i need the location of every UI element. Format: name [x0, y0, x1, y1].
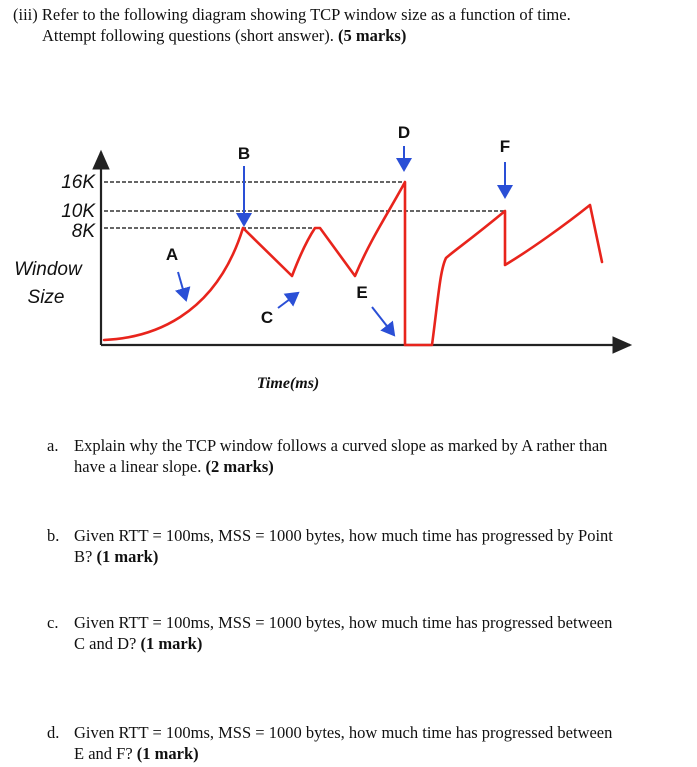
- point-label-f: F: [499, 137, 511, 156]
- y-axis-label-line-2: Size: [27, 287, 65, 308]
- subquestion-d-line-2: [47, 743, 667, 764]
- subquestion-c: [47, 612, 667, 654]
- subquestion-a-line-2: [47, 456, 667, 477]
- subquestion-d: [47, 722, 667, 764]
- subquestion-b-line-2: [47, 546, 667, 567]
- tick-label-10k: 10K: [61, 201, 95, 222]
- arrow-c-icon: [278, 293, 298, 308]
- subquestion-c-label: c.: [47, 613, 59, 632]
- point-label-a: A: [165, 245, 179, 264]
- tick-label-16k: 16K: [61, 172, 95, 193]
- subquestion-a-marks: (2 marks): [205, 457, 274, 476]
- tick-label-8k: 8K: [71, 221, 95, 242]
- question-line-1: (iii) Refer to the following diagram showing TCP window size as a function of time.: [13, 5, 571, 24]
- subquestion-d-label: d.: [47, 723, 60, 742]
- point-label-c: C: [260, 308, 274, 327]
- subquestion-c-line-2: [47, 633, 667, 654]
- point-label-d: D: [397, 123, 411, 142]
- point-label-b: B: [237, 144, 251, 163]
- subquestion-a-label: a.: [47, 436, 59, 455]
- subquestion-d-line-1: Given RTT = 100ms, MSS = 1000 bytes, how much time has progressed between: [74, 723, 613, 742]
- window-size-curve: [104, 182, 602, 345]
- subquestion-a-line-2-text: have a linear slope.: [74, 457, 206, 476]
- subquestion-c-marks: (1 mark): [140, 634, 203, 653]
- tcp-window-diagram: [0, 110, 697, 400]
- arrow-a-icon: [178, 272, 186, 300]
- point-label-e: E: [356, 283, 368, 302]
- subquestion-c-line-2-text: C and D?: [74, 634, 141, 653]
- question-line-2: [13, 25, 683, 46]
- question-heading: [13, 4, 683, 46]
- arrow-e-icon: [372, 307, 394, 335]
- subquestion-b-line-1: Given RTT = 100ms, MSS = 1000 bytes, how much time has progressed by Point: [74, 526, 613, 545]
- subquestion-a-line-1: Explain why the TCP window follows a curved slope as marked by A rather than: [74, 436, 608, 455]
- question-line-2-text: Attempt following questions (short answer).: [42, 26, 339, 45]
- subquestion-a: [47, 435, 667, 477]
- question-marks: (5 marks): [338, 26, 407, 45]
- subquestion-d-line-2-text: E and F?: [74, 744, 137, 763]
- subquestion-d-marks: (1 mark): [136, 744, 199, 763]
- subquestion-b-label: b.: [47, 526, 60, 545]
- subquestion-b: [47, 525, 667, 567]
- subquestion-b-line-2-text: B?: [74, 547, 97, 566]
- y-axis-label-line-1: Window: [14, 259, 82, 280]
- subquestion-c-line-1: Given RTT = 100ms, MSS = 1000 bytes, how much time has progressed between: [74, 613, 613, 632]
- subquestion-b-marks: (1 mark): [96, 547, 159, 566]
- x-axis-label: Time(ms): [256, 375, 320, 392]
